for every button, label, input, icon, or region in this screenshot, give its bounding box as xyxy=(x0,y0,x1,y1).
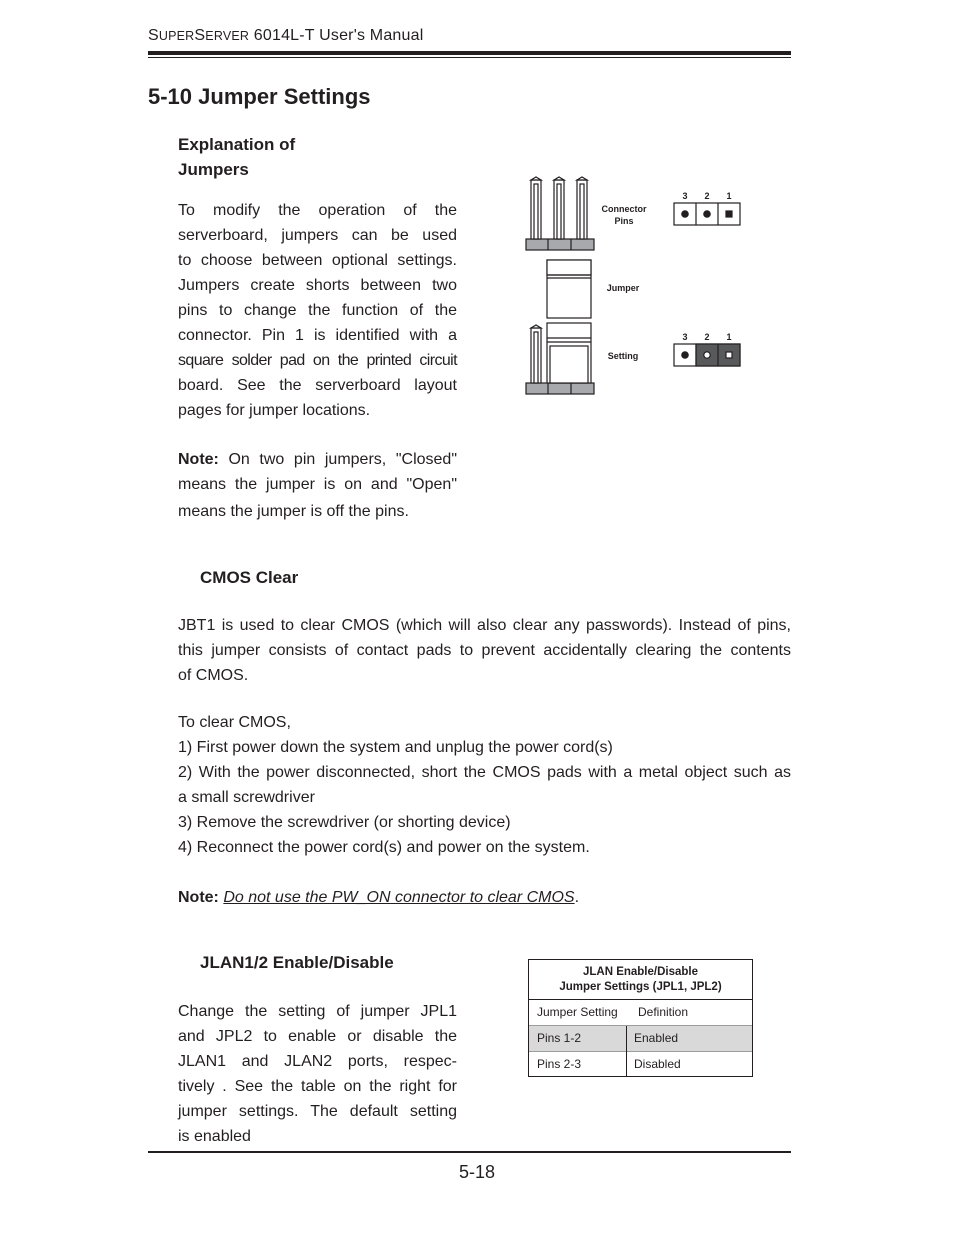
cmos-step-2: 2) With the power disconnected, short the CMOS pads with a metal object such as xyxy=(178,764,791,781)
note-line: means the jumper is on and "Open" xyxy=(178,476,457,493)
jumper-cap-graphic xyxy=(547,260,591,318)
body-line: Jumpers create shorts between two xyxy=(178,277,457,294)
header-uper: UPER xyxy=(158,29,195,43)
jlan-line: and JPL2 to enable or disable the xyxy=(178,1028,457,1045)
cmos-intro xyxy=(178,613,791,688)
section-title: 5-10 Jumper Settings xyxy=(148,84,371,109)
cmos-step-1: 1) First power down the system and unplug the power cord(s) xyxy=(178,739,613,756)
body-line: to choose between optional settings. xyxy=(178,252,457,269)
body-line: To modify the operation of the xyxy=(178,202,457,219)
body-line: connector. Pin 1 is identified with a xyxy=(178,327,457,344)
body-line: serverboard, jumpers can be used xyxy=(178,227,457,244)
page-number: 5-18 xyxy=(458,1162,496,1182)
jlan-line: tively . See the table on the right for xyxy=(178,1078,457,1095)
cmos-line: this jumper consists of contact pads to prevent accidentally clearing the contents xyxy=(178,642,791,659)
jumper-label: Jumper xyxy=(606,283,640,293)
footer-rule xyxy=(148,1151,791,1153)
cmos-step-4: 4) Reconnect the power cord(s) and power on the system. xyxy=(178,839,590,856)
jlan-settings-table xyxy=(528,959,753,1077)
note-text: On two pin jumpers, "Closed" xyxy=(218,451,457,468)
setting-label: Setting xyxy=(607,351,639,361)
cmos-note xyxy=(178,885,579,910)
header-rule-thin xyxy=(148,57,791,58)
pin-header-top xyxy=(674,203,740,225)
table-row xyxy=(529,1026,752,1051)
jlan-line: is enabled xyxy=(178,1128,251,1145)
body-line: board. See the serverboard layout xyxy=(178,377,457,394)
cmos-step-2-cont: a small screwdriver xyxy=(178,789,315,806)
note-line: means the jumper is off the pins. xyxy=(178,503,409,520)
pin-number-2: 2 xyxy=(704,332,710,342)
table-caption-line: Jumper Settings (JPL1, JPL2) xyxy=(559,981,722,993)
pins-label: Pins xyxy=(614,216,634,226)
explanation-body xyxy=(178,198,457,423)
table-cell: Enabled xyxy=(634,1031,679,1045)
cmos-note-period: . xyxy=(574,889,580,906)
header-rule-thick xyxy=(148,51,791,55)
cmos-line: of CMOS. xyxy=(178,667,249,684)
pin-header-setting xyxy=(674,344,740,366)
pin-number-2: 2 xyxy=(704,191,710,201)
pin-number-1: 1 xyxy=(726,332,732,342)
cmos-title: CMOS Clear xyxy=(200,568,299,587)
jlan-body xyxy=(178,999,457,1149)
table-header-cell: Definition xyxy=(638,1005,689,1019)
header-erver: ERVER xyxy=(205,29,250,43)
jlan-line: jumper settings. The default setting xyxy=(178,1103,457,1120)
table-cell: Pins 1-2 xyxy=(537,1031,582,1045)
header-tail: 6014L-T User's Manual xyxy=(249,27,424,44)
cmos-line: JBT1 is used to clear CMOS (which will also clear any passwords). Instead of pins, xyxy=(178,617,791,634)
explanation-title-line: Jumpers xyxy=(178,160,249,179)
body-line: pages for jumper locations. xyxy=(178,402,371,419)
header-s1: S xyxy=(148,27,159,44)
table-caption-line: JLAN Enable/Disable xyxy=(582,966,699,978)
setting-graphic xyxy=(526,323,594,394)
table-column-divider xyxy=(626,1026,627,1076)
table-row xyxy=(529,1052,752,1077)
table-header-cell: Jumper Setting xyxy=(537,1005,618,1019)
jlan-line: JLAN1 and JLAN2 ports, respec- xyxy=(178,1053,457,1070)
body-line: square solder pad on the printed circuit xyxy=(178,352,457,369)
pin-number-3: 3 xyxy=(682,191,688,201)
cmos-steps xyxy=(178,710,791,860)
cmos-steps-intro: To clear CMOS, xyxy=(178,714,291,731)
cmos-note-label: Note: xyxy=(178,889,219,906)
explanation-title xyxy=(178,132,295,182)
header-s2: S xyxy=(194,27,206,44)
table-header-row xyxy=(529,1000,752,1025)
connector-label: Connector xyxy=(601,204,647,214)
note-label: Note: xyxy=(178,451,219,468)
note-line xyxy=(178,447,457,472)
running-header xyxy=(148,27,423,45)
body-line: pins to change the function of the xyxy=(178,302,457,319)
connector-pins-graphic xyxy=(526,177,594,250)
cmos-note-text: Do not use the PW_ON connector to clear CMOS xyxy=(223,889,575,906)
table-cell: Pins 2-3 xyxy=(537,1057,582,1071)
jlan-title: JLAN1/2 Enable/Disable xyxy=(200,953,394,972)
explanation-note xyxy=(178,447,457,524)
cmos-step-3: 3) Remove the screwdriver (or shorting device) xyxy=(178,814,511,831)
jumper-diagram xyxy=(520,176,750,398)
jlan-line: Change the setting of jumper JPL1 xyxy=(178,1003,457,1020)
pin-number-3: 3 xyxy=(682,332,688,342)
pin-number-1: 1 xyxy=(726,191,732,201)
explanation-title-line: Explanation of xyxy=(178,135,296,154)
table-cell: Disabled xyxy=(634,1057,681,1071)
table-caption xyxy=(529,960,752,1000)
